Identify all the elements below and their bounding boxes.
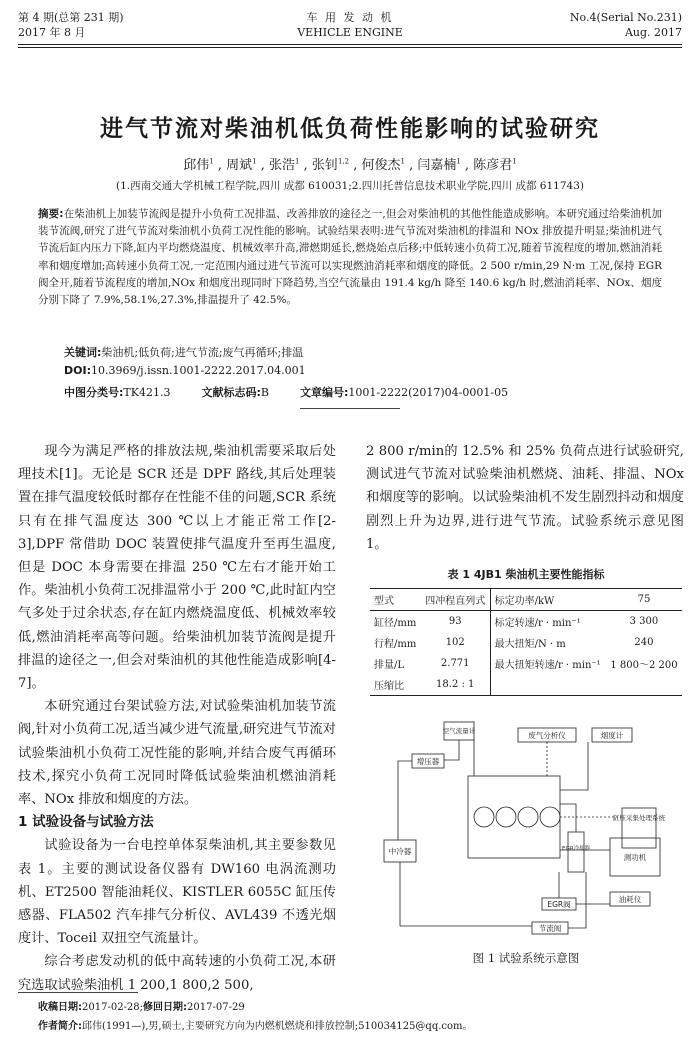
- table-row: [370, 653, 682, 674]
- body-paragraph: 试验设备为一台电控单体泵柴油机,其主要参数见表 1。主要的测试设备仪器有 DW160 电涡流测功机、ET2500 智能油耗仪、KISTLER 6055C 缸压传感器、FLA502 汽车排气分析仪、AVL439 不透光烟度计、Toceil 双扭空气流量计。: [18, 838, 336, 947]
- table-cell: 型式: [374, 596, 394, 607]
- abstract: [38, 206, 662, 309]
- table-cell: 压缩比: [374, 681, 404, 692]
- doi-label: DOI:: [64, 364, 91, 377]
- article-label: 文章编号:: [299, 386, 349, 399]
- smoke-meter-label: 烟度计: [600, 731, 624, 740]
- table-cell: 75: [637, 594, 651, 605]
- issue-date-en: Aug. 2017: [624, 26, 682, 39]
- table-cell: 缸径/mm: [374, 618, 417, 629]
- affiliation: (1.西南交通大学机械工程学院,四川 成都 610031;2.四川托普信息技术职业学院,四川 成都 611743): [116, 180, 584, 192]
- revised-label: 修回日期:: [143, 1002, 188, 1013]
- signal-lines: [547, 742, 622, 817]
- throttle-valve-label: 节流阀: [538, 924, 562, 933]
- turbocharger-label: 增压器: [416, 757, 440, 766]
- body-paragraph: 综合考虑发动机的低中高转速的小负荷工况,本研究选取试验柴油机 1 200,1 800,2 500,: [18, 954, 336, 993]
- egr-valve-label: EGR阀: [547, 900, 571, 909]
- author-name: 陈彦君: [473, 158, 513, 173]
- author-affiliation-mark: 1: [456, 157, 461, 166]
- engine-block: [468, 776, 560, 858]
- dynamometer-label: 测功机: [623, 853, 647, 862]
- table-cell: 标定转速/r · min⁻¹: [490, 611, 606, 633]
- keywords-label: 关键词:: [64, 346, 102, 359]
- author-affiliation-mark: 1: [252, 157, 257, 166]
- table-row: [370, 589, 682, 611]
- table-cell: 2.771: [440, 658, 470, 669]
- body-paragraph: 2 800 r/min的 12.5% 和 25% 负荷点进行试验研究,测试进气节流对试验柴油机燃烧、油耗、排温、NOx 和烟度等的影响。以试验柴油机不发生剧烈抖动和烟度剧烈上升为边界,进行进气节流。试验系统示意见图 1。: [366, 444, 684, 552]
- author-affiliation-mark: 1: [400, 157, 405, 166]
- footnote-rule: [18, 992, 138, 993]
- keywords-text: 柴油机;低负荷;进气节流;废气再循环;排温: [101, 346, 304, 359]
- bio-label: 作者简介:: [38, 1021, 82, 1032]
- right-column: [366, 440, 684, 556]
- doccode: B: [260, 386, 269, 399]
- table-cell: 行程/mm: [374, 639, 417, 650]
- figure-caption: 图 1 试验系统示意图: [472, 951, 580, 965]
- egr-cooler-label: EGR冷却器: [561, 846, 591, 852]
- received-value: 2017-02-28;: [82, 1002, 144, 1013]
- issue-number: 第 4 期(总第 231 期): [18, 11, 124, 24]
- class-label: 中图分类号:: [64, 386, 124, 399]
- table-row: [370, 674, 682, 696]
- doi-value: 10.3969/j.issn.1001-2222.2017.04.001: [90, 364, 306, 377]
- table-cell: 102: [445, 637, 465, 648]
- left-column: [18, 440, 336, 997]
- test-system-diagram: [378, 720, 678, 942]
- issue-date: 2017 年 8 月: [18, 26, 86, 39]
- author-list: 邱伟$^1$ , 周斌$^1$ , 张浩$^1$ , 张钊$^{1,2}$ , 何俊杰$^1$ , 闫嘉楠$^1$ , 陈彦君$^1$: [183, 157, 517, 173]
- body-paragraph: 现今为满足严格的排放法规,柴油机需要采取后处理技术[1]。无论是 SCR 还是 DPF 路线,其后处理装置在排气温度较低时都存在性能不佳的问题,SCR 系统只有在排气温度达 300 ℃以上才能正常工作[2-3],DPF 常借助 DOC 装置使排气温度升至再生温度,但是 DOC 本身需要在排温 250 ℃左右才能开始工作。柴油机小负荷工况排温常小于 200 ℃,此时缸内空气多处于过余状态,存在缸内燃烧温度低、机械效率较低,燃油消耗率高等问题。给柴油机加装节流阀是提升排温的途径之一,但会对柴油机的其他性能造成影响[4-7]。: [18, 444, 336, 692]
- author-affiliation-mark: 1: [209, 157, 214, 166]
- airflow-meter-label: 空气流量计: [442, 727, 476, 735]
- abstract-separator: [300, 408, 400, 409]
- classification: [64, 384, 508, 400]
- author-name: 何俊杰: [361, 158, 401, 173]
- bio-text: 邱伟(1991—),男,硕士,主要研究方向为内燃机燃烧和排放控制;510034125@qq.com。: [82, 1021, 473, 1032]
- cylinder-4: [540, 807, 560, 827]
- cylinder-pressure-label: 缸压采集处理系统: [613, 814, 665, 822]
- gas-analyzer-label: 废气分析仪: [528, 731, 566, 740]
- article-number: 1001-2222(2017)04-0001-05: [348, 386, 509, 399]
- author-name: 周斌: [226, 158, 253, 173]
- author-affiliation-mark: 1: [512, 157, 517, 166]
- cylinder-3: [518, 807, 538, 827]
- author-name: 张浩: [269, 158, 296, 173]
- table-cell: 最大扭矩转速/r · min⁻¹: [490, 653, 606, 674]
- abstract-label: 摘要:: [38, 208, 64, 220]
- table-cell: 最大扭矩/N · m: [490, 632, 606, 653]
- table-cell: 18.2 : 1: [436, 679, 475, 690]
- header-right: [570, 10, 682, 40]
- keywords: [64, 344, 303, 360]
- paper-title: 进气节流对柴油机低负荷性能影响的试验研究: [100, 116, 600, 142]
- cylinder-2: [496, 807, 516, 827]
- table-cell: 3 300: [629, 616, 659, 627]
- received-date: [38, 998, 245, 1013]
- journal-title-cn: 车 用 发 动 机: [306, 11, 394, 24]
- author-affiliation-mark: 1,2: [337, 157, 350, 166]
- spec-table: [370, 588, 682, 696]
- table-cell: 四冲程直列式: [425, 596, 486, 607]
- table-cell: 240: [634, 637, 654, 648]
- class-code: TK421.3: [123, 386, 171, 399]
- issue-serial: No.4(Serial No.231): [569, 11, 682, 24]
- cylinder-1: [474, 807, 494, 827]
- table-row: [370, 611, 682, 633]
- body-paragraph: 本研究通过台架试验方法,对试验柴油机加装节流阀,针对小负荷工况,适当减少进气流量,研究进气节流对试验柴油机小负荷工况性能的影响,并结合废气再循环技术,探究小负荷工况同时降低试验柴油机燃油消耗率、NOx 排放和烟度的方法。: [18, 699, 336, 808]
- table-cell: [490, 674, 606, 696]
- table-cell: 排量/L: [374, 660, 405, 671]
- table-cell: 93: [448, 616, 462, 627]
- author-name: 闫嘉楠: [417, 158, 457, 173]
- journal-title-en: VEHICLE ENGINE: [297, 26, 403, 39]
- table-cell: [606, 674, 682, 696]
- doi: [64, 364, 306, 377]
- author-affiliation-mark: 1: [295, 157, 300, 166]
- table-cell: 标定功率/kW: [490, 589, 606, 611]
- revised-value: 2017-07-29: [187, 1002, 245, 1013]
- author-name: 张钊: [311, 158, 338, 173]
- doccode-label: 文献标志码:: [201, 386, 261, 399]
- header-rule-thin: [18, 47, 682, 48]
- table-row: [370, 632, 682, 653]
- received-label: 收稿日期:: [38, 1002, 82, 1013]
- author-bio: [38, 1017, 473, 1032]
- header-rule: [18, 44, 682, 45]
- author-name: 邱伟: [183, 158, 210, 173]
- table-caption: 表 1 4JB1 柴油机主要性能指标: [447, 568, 605, 581]
- table-cell: 1 800～2 200: [610, 660, 678, 671]
- fuel-meter-label: 油耗仪: [618, 895, 642, 904]
- section-heading: 1 试验设备与试验方法: [18, 814, 154, 831]
- exhaust-pipe: [474, 740, 610, 904]
- intercooler-label: 中冷器: [388, 847, 412, 856]
- abstract-text: 在柴油机上加装节流阀是提升小负荷工况排温、改善排放的途径之一,但会对柴油机的其他性能造成影响。本研究通过给柴油机加装节流阀,研究了进气节流对柴油机小负荷工况性能的影响。试验结果表明:进气节流对柴油机的排温和 NOx 排放提升明显;柴油机进气节流后缸内压力下降,缸内平均燃烧温度、机械效率升高,滞燃期延长,燃烧始点后移;中低转速小负荷工况,随着节流程度的增加,燃油消耗率和烟度增加;高转速小负荷工况,一定范围内通过进气节流可以实现燃油消耗率和烟度的降低。2 500 r/min,29 N·m 工况,保持 EGR 阀全开,随着节流程度的增加,NOx 和烟度出现同时下降趋势,当空气流量由 191.4 kg/h 降至 140.6 kg/h 时,燃油消耗率、NOx、烟度分别下降了 7.9%,58.1%,27.3%,排温提升了 42.5%。: [38, 208, 662, 307]
- egr-cooler-box: [568, 832, 584, 872]
